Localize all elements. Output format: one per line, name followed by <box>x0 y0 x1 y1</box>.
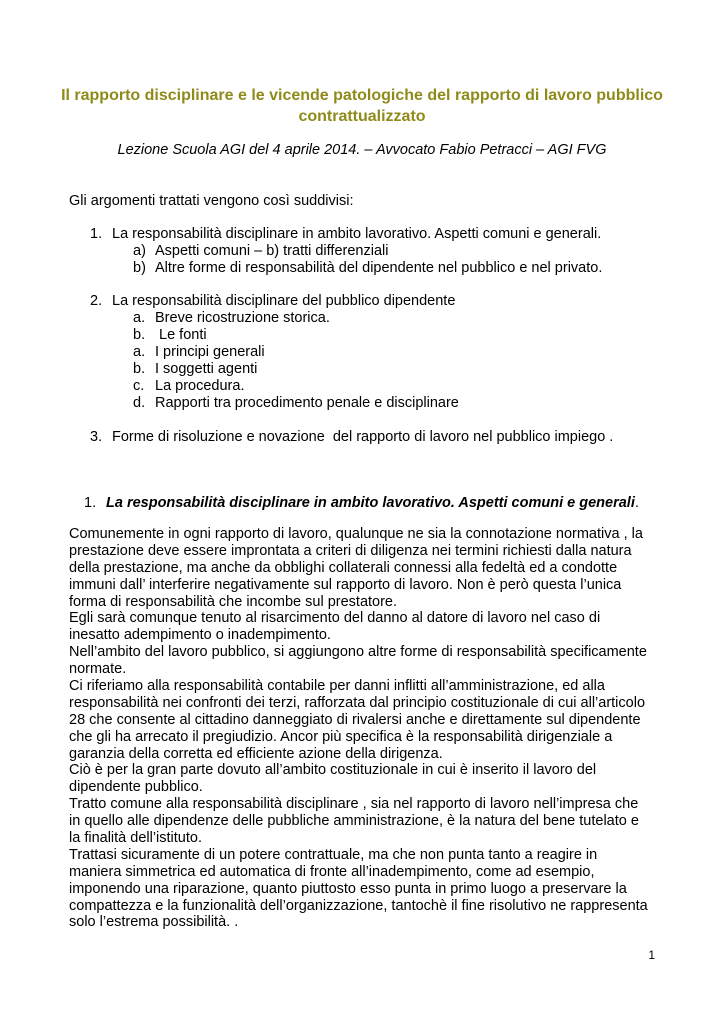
outline-number: b) <box>133 260 146 276</box>
outline-text: La responsabilità disciplinare in ambito lavorativo. Aspetti comuni e generali. <box>112 226 602 242</box>
body-line: maniera simmetrica ed automatica di fronte all’inadempimento, come ad esempio, <box>69 863 595 880</box>
body-line: Comunemente in ogni rapporto di lavoro, qualunque ne sia la connotazione normativa , la <box>69 526 643 542</box>
body-line: 28 che consente al cittadino danneggiato di rivalersi anche e direttamente sul dipendente <box>69 711 641 728</box>
outline-number: b. <box>133 361 146 377</box>
body-line: inesatto adempimento o inadempimento. <box>69 627 331 644</box>
outline-text: La responsabilità disciplinare del pubblico dipendente <box>112 293 456 309</box>
body-line: Tratto comune alla responsabilità disciplinare , sia nel rapporto di lavoro nell’impresa che <box>69 796 639 813</box>
outline-number: 1. <box>90 226 103 242</box>
outline-number: a. <box>133 344 146 360</box>
outline-item <box>133 243 388 260</box>
outline-text: La procedura. <box>155 378 245 394</box>
outline-text: Rapporti tra procedimento penale e disciplinare <box>155 395 459 411</box>
section-title-suffix: . <box>634 495 639 511</box>
body-line: compattezza e la funzionalità dell’organizzazione, tantochè il fine risolutivo ne rappresenta <box>69 897 648 914</box>
outline-item <box>133 310 330 327</box>
outline-item <box>133 378 244 395</box>
body-line: Egli sarà comunque tenuto al risarcimento del danno al datore di lavoro nel caso di <box>69 610 601 627</box>
outline-text: Breve ricostruzione storica. <box>155 310 330 326</box>
page-number: 1 <box>648 948 655 962</box>
body-line: Trattasi sicuramente di un potere contrattuale, ma che non punta tanto a reagire in <box>69 846 598 863</box>
body-line: in quello alle dipendenze delle pubbliche amministrazione, è la natura del bene tutelato e <box>69 813 639 830</box>
body-line: che gli ha arrecato il pregiudizio. Ancor più specifica è la responsabilità dirigenziale a <box>69 728 613 745</box>
outline-item <box>90 293 455 310</box>
outline-number: a. <box>133 310 146 326</box>
document-title: Il rapporto disciplinare e le vicende patologiche del rapporto di lavoro pubblico contrattualizzato <box>61 87 663 125</box>
outline-text: Altre forme di responsabilità del dipendente nel pubblico e nel privato. <box>155 260 603 276</box>
section-heading <box>84 494 639 512</box>
outline-number: d. <box>133 395 146 411</box>
body-line: imponendo una riparazione, quanto piuttosto esso punta in primo luogo a preservare la <box>69 880 627 897</box>
body-line: Nell’ambito del lavoro pubblico, si aggiungono altre forme di responsabilità specificamente <box>69 644 647 661</box>
document-subtitle: Lezione Scuola AGI del 4 aprile 2014. – Avvocato Fabio Petracci – AGI FVG <box>117 142 607 158</box>
outline-number: a) <box>133 243 146 259</box>
section-title: La responsabilità disciplinare in ambito lavorativo. Aspetti comuni e generali <box>106 495 635 511</box>
outline-number: 3. <box>90 429 103 445</box>
body-line: responsabilità nei confronti dei terzi, rafforzata dal principio costituzionale di cui all’articolo <box>69 694 646 711</box>
outline-number: 2. <box>90 293 103 309</box>
outline-item <box>133 344 265 361</box>
body-line: Ci riferiamo alla responsabilità contabile per danni inflitti all’amministrazione, ed alla <box>69 678 605 695</box>
intro-text: Gli argomenti trattati vengono così suddivisi: <box>69 193 354 209</box>
body-line: normate. <box>69 661 127 678</box>
body-line: della prestazione, ma anche da obblighi collaterali connessi alla fedeltà ed a condotte <box>69 559 618 576</box>
outline-text: Forme di risoluzione e novazione del rapporto di lavoro nel pubblico impiego . <box>112 429 614 445</box>
body-line: Ciò è per la gran parte dovuto all’ambito costituzionale in cui è inserito il lavoro del <box>69 762 597 779</box>
body-line: forma di responsabilità che incombe sul prestatore. <box>69 593 398 610</box>
outline-text: Le fonti <box>155 327 207 343</box>
body-line: solo l’estrema possibilità. . <box>69 914 239 931</box>
outline-item <box>90 226 601 243</box>
outline-text: I principi generali <box>155 344 265 360</box>
outline-text: I soggetti agenti <box>155 361 258 377</box>
body-line: dipendente pubblico. <box>69 779 203 796</box>
outline-item <box>90 429 613 446</box>
outline-item <box>133 395 459 412</box>
outline-number: b. <box>133 327 146 343</box>
body-line: la finalità dell’istituto. <box>69 830 202 847</box>
section-number: 1. <box>84 495 97 511</box>
outline-number: c. <box>133 378 145 394</box>
body-line: garanzia della corretta ed efficiente azione della dirigenza. <box>69 745 443 762</box>
outline-item <box>133 260 602 277</box>
body-line: prestazione deve essere improntata a criteri di diligenza nei termini richiesti dalla natura <box>69 542 632 559</box>
outline-text: Aspetti comuni – b) tratti differenziali <box>155 243 389 259</box>
outline-item <box>133 327 207 344</box>
body-line: immuni dall’ interferire negativamente sul rapporto di lavoro. Non è però questa l’unica <box>69 576 622 593</box>
outline-item <box>133 361 257 378</box>
body-paragraphs <box>69 526 669 931</box>
